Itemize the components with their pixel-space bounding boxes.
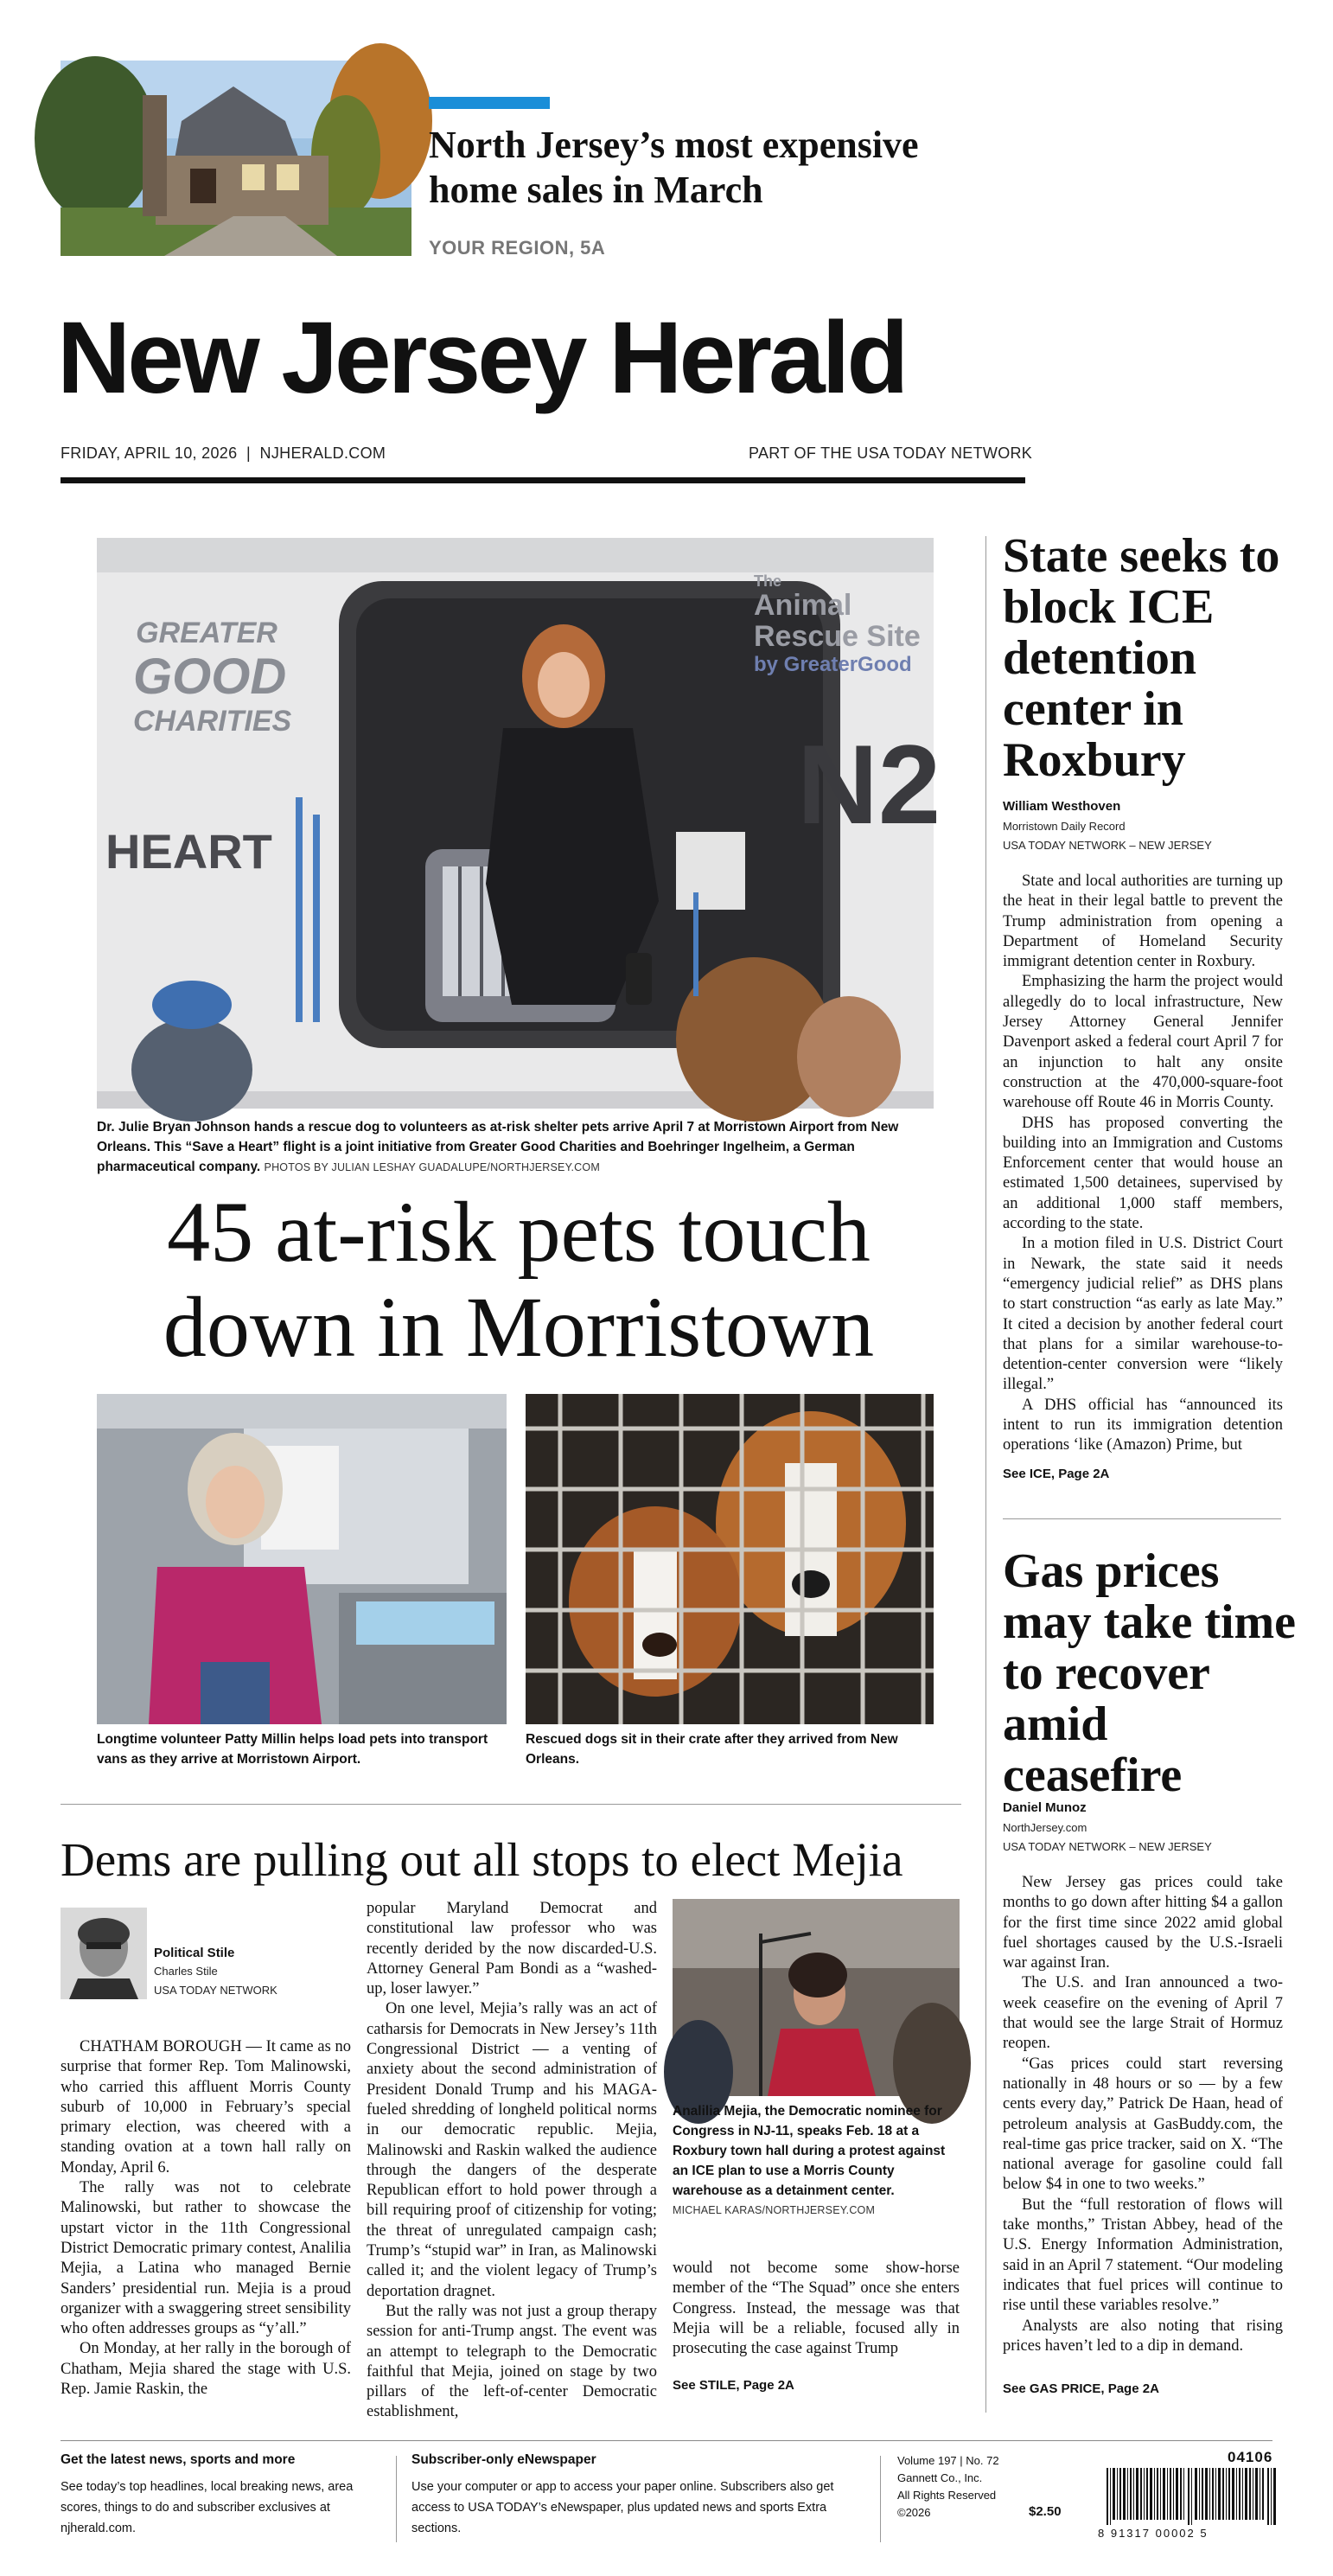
columnist-headshot <box>61 1908 147 1999</box>
columnist-network: USA TODAY NETWORK <box>154 1984 277 1997</box>
gas-paragraph: “Gas prices could start reversing nationally in 48 hours or so — by a few cents every day,” Patrick De Haan, head of petroleum analysis at GasBuddy.com, the real-time gas price tracker, said on X. “The national average for gasoline could fall below $4 in one to two weeks.” <box>1003 2055 1283 2194</box>
main-headline[interactable]: 45 at-risk pets touch down in Morristown <box>163 1184 875 1375</box>
network-label: PART OF THE USA TODAY NETWORK <box>749 444 1033 462</box>
ice-body <box>1003 872 1283 1454</box>
mejia-paragraph: would not become some show-horse member of the “The Squad” once she enters Congress. Instead, the message was that Mejia will be a reliable, focused ally in prosecuting the case against Trump <box>673 2260 960 2358</box>
mejia-paragraph: CHATHAM BOROUGH — It came as no surprise that former Rep. Tom Malinowski, who carried this affluent Morris County suburb of 10,000 in February’s special primary election, was cheered with a standing ovation at a town hall rally on Monday, April 6. <box>61 2038 351 2176</box>
ice-jump-link[interactable]: See ICE, Page 2A <box>1003 1467 1110 1481</box>
gas-paragraph: New Jersey gas prices could take months to go down after hitting $4 a gallon for the first time since 2022 amid global fuel shortages caused by the U.S.-Israeli war against Iran. <box>1003 1874 1283 1972</box>
footer-divider-2 <box>880 2456 881 2542</box>
mejia-photo-credit: MICHAEL KARAS/NORTHJERSEY.COM <box>673 2204 876 2216</box>
crate-dogs-photo[interactable] <box>526 1394 934 1724</box>
columnist-byline <box>154 1946 344 2000</box>
plane-tail-number: N2 <box>797 721 941 847</box>
main-rescue-photo[interactable] <box>97 538 941 1109</box>
mejia-headline[interactable]: Dems are pulling out all stops to elect Mejia <box>61 1833 903 1886</box>
gas-paragraph: But the “full restoration of flows will take months,” Tristan Abbey, head of the U.S. Energy Information Administration, said in an April 7 statement. “Our modeling indicates that fuel prices will continue to rise until these variables resolve.” <box>1003 2196 1283 2315</box>
gas-paragraph: The U.S. and Iran announced a two-week ceasefire on the evening of April 7 that would see the large Strait of Hormuz reopen. <box>1003 1974 1283 2053</box>
mejia-photo-caption: Analilia Mejia, the Democratic nominee for Congress in NJ-11, speaks Feb. 18 at a Roxbury town hall during a protest against an ICE plan to use a Morris County warehouse as a detainment center. MICHAEL KARAS/NORTHJERSEY.COM <box>673 2101 960 2221</box>
footer-year: ©2026 <box>897 2506 931 2519</box>
plane-animal-rescue-logo: The Animal Rescue Site by GreaterGood <box>754 572 921 676</box>
teaser-house-photo[interactable] <box>61 61 411 256</box>
gas-paragraph: Analysts are also noting that rising prices haven’t led to a dip in demand. <box>1003 2317 1283 2355</box>
footer-volume: Volume 197 | No. 72 <box>897 2454 999 2467</box>
mejia-paragraph: But the rally was not just a group therapy session for anti-Trump angst. The event was an attempt to telegraph to the Democratic faithful that Mejia, joined on stage by two pillars of the left-of-center Democratic establishment, <box>367 2302 657 2421</box>
columnist-author: Charles Stile <box>154 1965 218 1978</box>
teaser-accent-bar <box>429 97 550 109</box>
footer-news-text: See today’s top headlines, local breaking news, area scores, things to do and subscriber exclusives at njherald.com. <box>61 2480 354 2535</box>
mejia-paragraph: The rally was not to celebrate Malinowski, but rather to showcase the upstart victor in the 11th Congressional District Democratic primary contest, Analilia Mejia, a Latina who managed Bernie Sanders’ presidential run. Mejia is a proud organizer with a swaggering street sensibility who often addresses groups as “y’all.” <box>61 2179 351 2338</box>
masthead-title[interactable]: New Jersey Herald <box>57 301 906 415</box>
footer-publisher: Gannett Co., Inc. <box>897 2471 983 2484</box>
gas-body <box>1003 1873 1283 2375</box>
ice-paragraph: Emphasizing the harm the project would allegedly do to local infrastructure, New Jersey Attorney General Jennifer Davenport asked a federal court April 7 for an injunction to halt any onsite construction at the 470,000-square-foot warehouse off Route 46 in Morris County. <box>1003 973 1283 1112</box>
right-column-rule <box>1003 1518 1281 1519</box>
gas-byline <box>1003 1800 1279 1857</box>
ice-network: USA TODAY NETWORK – NEW JERSEY <box>1003 839 1212 852</box>
footer-enewspaper-promo[interactable] <box>411 2452 861 2539</box>
footer-price: $2.50 <box>1029 2504 1062 2519</box>
gas-outlet: NorthJersey.com <box>1003 1821 1087 1834</box>
footer-publication-info <box>897 2452 1018 2522</box>
mejia-col1 <box>61 2037 351 2409</box>
mejia-col3 <box>673 2259 960 2358</box>
footer-divider-1 <box>396 2456 397 2542</box>
plane-heart-text: HEART <box>105 824 272 879</box>
footer-enewspaper-title: Subscriber-only eNewspaper <box>411 2452 596 2467</box>
volunteer-photo[interactable] <box>97 1394 507 1724</box>
footer-enewspaper-text: Use your computer or app to access your paper online. Subscribers also get access to USA TODAY’s eNewspaper, plus updated news and sports Extra sections. <box>411 2480 834 2535</box>
ice-paragraph: A DHS official has “announced its intent to run its immigration detention operations ‘like (Amazon) Prime, but <box>1003 1396 1283 1454</box>
mejia-col2 <box>367 1899 657 2421</box>
barcode <box>1089 2449 1279 2546</box>
volunteer-photo-caption: Longtime volunteer Patty Millin helps load pets into transport vans as they arrive at Morristown Airport. <box>97 1732 488 1767</box>
masthead-rule <box>61 477 1025 483</box>
plane-greater-good-logo: GREATER GOOD CHARITIES <box>133 617 292 738</box>
main-photo-credit: PHOTOS BY JULIAN LESHAY GUADALUPE/NORTHJERSEY.COM <box>264 1161 600 1173</box>
gas-jump-link[interactable]: See GAS PRICE, Page 2A <box>1003 2381 1159 2396</box>
footer-news-title: Get the latest news, sports and more <box>61 2452 296 2467</box>
footer-news-promo[interactable] <box>61 2452 389 2539</box>
barcode-bars <box>1107 2468 1276 2525</box>
gas-author: Daniel Munoz <box>1003 1800 1087 1815</box>
ice-paragraph: DHS has proposed converting the building into an Immigration and Customs Enforcement center that would house an estimated 1,500 detainees, supervised by an additional 1,000 staff members, according to the state. <box>1003 1114 1283 1233</box>
ice-byline <box>1003 799 1279 855</box>
ice-author: William Westhoven <box>1003 799 1121 814</box>
mejia-jump-link[interactable]: See STILE, Page 2A <box>673 2378 794 2393</box>
barcode-issue-number: 04106 <box>1228 2449 1273 2465</box>
dateline: FRIDAY, APRIL 10, 2026 | NJHERALD.COM <box>61 444 386 462</box>
footer-rule <box>61 2440 1272 2441</box>
column-divider <box>985 536 986 2413</box>
mejia-top-rule <box>61 1804 961 1805</box>
main-photo-caption: Dr. Julie Bryan Johnson hands a rescue dog to volunteers as at-risk shelter pets arrive April 7 at Morristown Airport from New Orleans. This “Save a Heart” flight is a joint initiative from Greater Good Charities and Boehringer Ingelheim, a German pharmaceutical company. PHOTOS BY JULIAN LESHAY GUADALUPE/NORTHJERSEY.COM <box>97 1120 899 1174</box>
barcode-number: 8 91317 00002 5 <box>1098 2527 1209 2540</box>
ice-paragraph: State and local authorities are turning up the heat in their legal battle to prevent the Trump administration from opening a Department of Homeland Security immigrant detention center in Roxbury. <box>1003 873 1283 971</box>
ice-outlet: Morristown Daily Record <box>1003 820 1126 833</box>
mejia-paragraph: popular Maryland Democrat and constitutional law professor who was recently derided by the now discarded-U.S. Attorney General Pam Bondi as a “washed-up, loser lawyer.” <box>367 1900 657 1998</box>
column-name: Political Stile <box>154 1946 235 1960</box>
dogs-photo-caption: Rescued dogs sit in their crate after they arrived from New Orleans. <box>526 1732 898 1767</box>
ice-paragraph: In a motion filed in U.S. District Court in Newark, the state said it needs “emergency judicial relief” as DHS plans to start construction “as early as late May.” It cited a decision by another federal court that plans for a similar warehouse-to-detention-center conversion were “likely illegal.” <box>1003 1235 1283 1394</box>
footer-rights: All Rights Reserved <box>897 2489 997 2502</box>
mejia-paragraph: On one level, Mejia’s rally was an act of catharsis for Democrats in New Jersey’s 11th Congressional District — a venting of anxiety about the second administration of President Donald Trump and his MAGA-fueled shredding of longheld political norms in our democratic republic. Mejia, Malinowski and Raskin walked the audience through the dangers of the desperate Republican effort to hold power through a bill requiring proof of citizenship for voting; the threat of unregulated campaign cash; Trump’s “stupid war” in Iran, as Malinowski called it; and the violent legacy of Trump’s deportation dragnet. <box>367 2000 657 2300</box>
ice-headline[interactable]: State seeks to block ICE detention center in Roxbury <box>1003 529 1280 787</box>
gas-network: USA TODAY NETWORK – NEW JERSEY <box>1003 1840 1212 1853</box>
mejia-paragraph: On Monday, at her rally in the borough of Chatham, Mejia shared the stage with U.S. Rep. Jamie Raskin, the <box>61 2340 351 2399</box>
gas-headline[interactable]: Gas prices may take time to recover amid ceasefire <box>1003 1544 1297 1802</box>
mejia-rally-photo[interactable] <box>673 1899 960 2096</box>
teaser-headline[interactable]: North Jersey’s most expensive home sales in March <box>429 124 919 211</box>
teaser-page-ref[interactable]: YOUR REGION, 5A <box>429 237 606 259</box>
